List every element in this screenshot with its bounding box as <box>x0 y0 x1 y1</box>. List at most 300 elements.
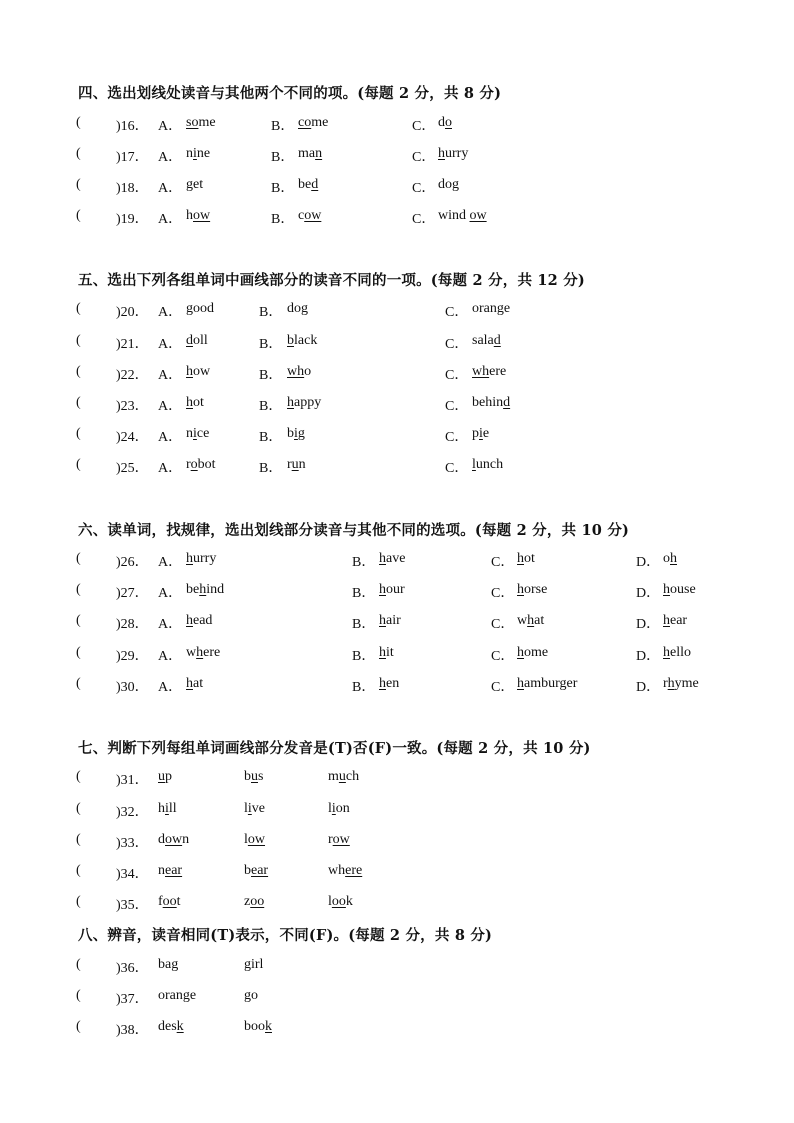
word-suffix: o <box>251 988 258 1003</box>
word-prefix: b <box>244 769 251 784</box>
word-prefix: m <box>328 769 339 784</box>
word-suffix: e <box>482 426 490 441</box>
word-prefix: be <box>298 177 312 192</box>
option-label: A． <box>158 337 183 352</box>
option-word <box>244 1019 272 1035</box>
option-label: A． <box>158 430 183 445</box>
option-word <box>438 177 459 193</box>
option-word <box>379 676 399 692</box>
option-label: B． <box>352 680 376 695</box>
option-label: B． <box>271 119 295 134</box>
underlined-letters: g <box>186 177 193 192</box>
underlined-letters: ow <box>247 832 266 847</box>
option-word <box>244 988 258 1004</box>
word-suffix: ot <box>193 395 204 410</box>
word-prefix: o <box>663 551 670 566</box>
option-word <box>472 426 489 442</box>
question-number: )38． <box>116 1023 149 1038</box>
word-prefix: be <box>186 582 200 597</box>
option-word <box>287 301 308 317</box>
word-suffix: n <box>182 832 190 847</box>
option-label: B． <box>259 305 283 320</box>
underlined-letters: h <box>186 364 193 379</box>
underlined-letters: h <box>379 551 386 566</box>
answer-blank[interactable]: ( <box>76 645 81 660</box>
option-label: B． <box>352 555 376 570</box>
underlined-letters: h <box>186 395 193 410</box>
underlined-letters: ow <box>193 208 211 223</box>
option-word <box>186 551 216 567</box>
option-word <box>472 333 501 349</box>
answer-blank[interactable]: ( <box>76 769 81 784</box>
question-number: )25． <box>116 461 149 476</box>
option-word <box>517 613 544 629</box>
option-word <box>158 988 196 1004</box>
word-suffix: irl <box>251 957 264 972</box>
answer-blank[interactable]: ( <box>76 333 81 348</box>
option-word <box>244 894 264 910</box>
underlined-letters: ow <box>165 832 183 847</box>
option-label: C． <box>491 586 515 601</box>
option-word <box>379 582 405 598</box>
option-label: C． <box>412 119 436 134</box>
word-prefix: h <box>186 208 193 223</box>
option-word <box>517 645 548 661</box>
question-number: )16． <box>116 119 149 134</box>
underlined-letters: h <box>196 645 204 660</box>
option-word <box>438 208 487 224</box>
option-label: A． <box>158 181 183 196</box>
underlined-letters: h <box>517 676 524 691</box>
answer-blank[interactable]: ( <box>76 1019 81 1034</box>
question-number: )23． <box>116 399 149 414</box>
underlined-letters: h <box>517 582 524 597</box>
underlined-letters: i <box>479 426 483 441</box>
underlined-letters: h <box>663 582 670 597</box>
option-label: A． <box>158 305 183 320</box>
option-word <box>328 769 359 785</box>
answer-blank[interactable]: ( <box>76 395 81 410</box>
word-suffix: t <box>176 894 181 909</box>
underlined-letters: h <box>186 551 193 566</box>
option-word <box>186 645 220 661</box>
word-suffix: ow <box>193 364 211 379</box>
question-number: )22． <box>116 368 149 383</box>
word-suffix: lack <box>294 333 318 348</box>
question-number: )35． <box>116 898 149 913</box>
option-word <box>472 364 506 380</box>
question-row <box>0 146 794 166</box>
underlined-letters: g <box>452 177 459 192</box>
option-label: A． <box>158 649 183 664</box>
underlined-letters: u <box>291 457 299 472</box>
underlined-letters: k <box>176 1019 184 1034</box>
section-heading: 五、选出下列各组单词中画线部分的读音不同的一项。(每题 2 分，共 12 分) <box>78 272 585 289</box>
word-prefix: l <box>328 801 332 816</box>
question-row <box>0 863 794 883</box>
question-number: )28． <box>116 617 149 632</box>
option-label: A． <box>158 212 183 227</box>
word-suffix: ere <box>489 364 507 379</box>
option-label: D． <box>636 617 661 632</box>
option-word <box>287 426 305 442</box>
word-suffix: e <box>189 988 197 1003</box>
underlined-letters: h <box>663 645 670 660</box>
answer-blank[interactable]: ( <box>76 801 81 816</box>
word-prefix: oran <box>158 988 183 1003</box>
option-word <box>517 582 547 598</box>
question-number: )26． <box>116 555 149 570</box>
option-label: D． <box>636 555 661 570</box>
word-prefix: c <box>298 208 305 223</box>
question-number: )20． <box>116 305 149 320</box>
word-suffix: yme <box>674 676 699 691</box>
underlined-letters: ow <box>332 832 350 847</box>
option-word <box>158 801 177 817</box>
option-label: C． <box>445 337 469 352</box>
option-label: B． <box>259 461 283 476</box>
word-prefix: behin <box>472 395 504 410</box>
word-suffix: ne <box>196 146 211 161</box>
option-word <box>379 613 401 629</box>
underlined-letters: i <box>193 146 197 161</box>
question-row <box>0 333 794 353</box>
option-word <box>158 894 181 910</box>
word-suffix: p <box>165 769 172 784</box>
option-label: D． <box>636 680 661 695</box>
underlined-letters: h <box>517 551 524 566</box>
question-row <box>0 988 794 1008</box>
word-prefix: w <box>517 613 528 628</box>
option-label: A． <box>158 150 183 165</box>
section-heading: 七、判断下列每组单词画线部分发音是(T)否(F)一致。(每题 2 分，共 10 分) <box>78 740 591 757</box>
option-label: B． <box>271 181 295 196</box>
answer-blank[interactable]: ( <box>76 863 81 878</box>
question-number: )29． <box>116 649 149 664</box>
option-word <box>438 146 468 162</box>
question-number: )17． <box>116 150 149 165</box>
question-number: )21． <box>116 337 149 352</box>
option-word <box>663 582 696 598</box>
option-label: C． <box>445 399 469 414</box>
option-label: C． <box>445 430 469 445</box>
underlined-letters: h <box>438 146 445 161</box>
underlined-letters: i <box>294 426 298 441</box>
word-prefix: b <box>244 863 251 878</box>
underlined-letters: oo <box>162 894 177 909</box>
word-suffix: on <box>335 801 350 816</box>
option-label: D． <box>636 649 661 664</box>
option-word <box>158 863 182 879</box>
word-prefix: r <box>287 457 292 472</box>
underlined-letters: so <box>186 115 199 130</box>
option-word <box>298 177 318 193</box>
option-word <box>186 426 209 442</box>
answer-blank[interactable]: ( <box>76 676 81 691</box>
word-prefix: des <box>158 1019 177 1034</box>
option-word <box>663 551 677 567</box>
option-label: C． <box>412 212 436 227</box>
answer-blank[interactable]: ( <box>76 364 81 379</box>
option-label: A． <box>158 368 183 383</box>
section-heading: 六、读单词，找规律，选出划线部分读音与其他不同的选项。(每题 2 分，共 10 分) <box>78 522 630 539</box>
option-word <box>244 801 265 817</box>
word-suffix: ome <box>524 645 549 660</box>
option-word <box>186 301 214 317</box>
question-row <box>0 208 794 228</box>
answer-blank[interactable]: ( <box>76 426 81 441</box>
underlined-letters: h <box>379 613 386 628</box>
option-word <box>244 832 265 848</box>
word-suffix: ood <box>193 301 214 316</box>
word-suffix: ce <box>196 426 210 441</box>
answer-blank[interactable]: ( <box>76 832 81 847</box>
underlined-letters: g <box>182 988 190 1003</box>
option-label: A． <box>158 586 183 601</box>
question-row <box>0 301 794 321</box>
option-word <box>244 863 268 879</box>
question-row <box>0 801 794 821</box>
option-word <box>186 457 216 473</box>
underlined-letters: d <box>503 395 511 410</box>
underlined-letters: wh <box>472 364 490 379</box>
word-prefix: d <box>158 832 165 847</box>
answer-blank[interactable]: ( <box>76 177 81 192</box>
question-row <box>0 613 794 633</box>
option-word <box>328 832 350 848</box>
question-number: )37． <box>116 992 149 1007</box>
underlined-letters: oo <box>250 894 265 909</box>
word-suffix: unch <box>475 457 504 472</box>
word-prefix: ma <box>298 146 316 161</box>
option-word <box>517 551 535 567</box>
word-prefix: r <box>663 676 668 691</box>
underlined-letters: i <box>165 801 169 816</box>
word-suffix: ear <box>670 613 688 628</box>
word-suffix: our <box>386 582 405 597</box>
option-word <box>472 395 510 411</box>
underlined-letters: h <box>287 395 294 410</box>
word-suffix: ind <box>206 582 225 597</box>
word-suffix: me <box>198 115 216 130</box>
word-suffix: ch <box>345 769 360 784</box>
underlined-letters: h <box>379 582 386 597</box>
underlined-letters: ow <box>304 208 322 223</box>
underlined-letters: g <box>171 957 179 972</box>
word-prefix: l <box>328 894 332 909</box>
option-label: B． <box>271 150 295 165</box>
answer-blank[interactable]: ( <box>76 208 81 223</box>
option-label: C． <box>445 305 469 320</box>
question-row <box>0 894 794 914</box>
answer-blank[interactable]: ( <box>76 957 81 972</box>
option-word <box>298 146 322 162</box>
option-label: B． <box>352 649 376 664</box>
word-suffix: amburger <box>524 676 578 691</box>
option-label: C． <box>491 617 515 632</box>
word-suffix: ve <box>251 801 265 816</box>
word-suffix: urry <box>445 146 469 161</box>
option-label: C． <box>491 555 515 570</box>
underlined-letters: co <box>298 115 312 130</box>
option-word <box>186 364 210 380</box>
option-word <box>298 115 328 131</box>
question-row <box>0 832 794 852</box>
question-row <box>0 426 794 446</box>
answer-blank[interactable]: ( <box>76 115 81 130</box>
option-label: C． <box>412 150 436 165</box>
answer-blank[interactable]: ( <box>76 613 81 628</box>
option-word <box>244 769 263 785</box>
underlined-letters: ear <box>165 863 183 878</box>
underlined-letters: d <box>311 177 319 192</box>
option-label: B． <box>271 212 295 227</box>
underlined-letters: i <box>247 801 252 816</box>
underlined-letters: u <box>251 769 258 784</box>
answer-blank[interactable]: ( <box>76 988 81 1003</box>
answer-blank[interactable]: ( <box>76 551 81 566</box>
question-number: )32． <box>116 805 149 820</box>
word-prefix: boo <box>244 1019 265 1034</box>
underlined-letters: h <box>379 645 386 660</box>
word-suffix: bot <box>197 457 216 472</box>
word-suffix: me <box>311 115 329 130</box>
option-word <box>438 115 452 131</box>
word-prefix: n <box>186 426 193 441</box>
answer-blank[interactable]: ( <box>76 457 81 472</box>
underlined-letters: i <box>331 801 336 816</box>
underlined-letters: g <box>496 301 504 316</box>
question-row <box>0 645 794 665</box>
underlined-letters: d <box>186 333 193 348</box>
question-number: )24． <box>116 430 149 445</box>
section-heading: 八、辨音，读音相同(T)表示，不同(F)。(每题 2 分，共 8 分) <box>78 927 493 944</box>
option-word <box>663 676 699 692</box>
option-word <box>186 146 210 162</box>
underlined-letters: k <box>265 1019 272 1034</box>
option-word <box>287 457 306 473</box>
underlined-letters: h <box>670 551 677 566</box>
word-suffix: g <box>297 426 305 441</box>
option-word <box>287 333 317 349</box>
option-word <box>663 645 691 661</box>
option-label: B． <box>259 399 283 414</box>
question-number: )33． <box>116 836 149 851</box>
option-word <box>287 364 311 380</box>
option-word <box>186 582 224 598</box>
word-prefix: sala <box>472 333 494 348</box>
underlined-letters: g <box>244 957 251 972</box>
underlined-letters: l <box>472 457 476 472</box>
option-word <box>158 1019 184 1035</box>
answer-blank[interactable]: ( <box>76 582 81 597</box>
underlined-letters: u <box>158 769 165 784</box>
word-suffix: appy <box>294 395 322 410</box>
word-suffix: ave <box>386 551 406 566</box>
question-row <box>0 957 794 977</box>
word-suffix: urry <box>193 551 217 566</box>
underlined-letters: g <box>244 988 251 1003</box>
question-number: )19． <box>116 212 149 227</box>
option-label: C． <box>445 461 469 476</box>
option-label: A． <box>158 461 183 476</box>
question-row <box>0 115 794 135</box>
option-label: D． <box>636 586 661 601</box>
underlined-letters: ow <box>469 208 487 223</box>
question-number: )30． <box>116 680 149 695</box>
option-word <box>663 613 687 629</box>
question-row <box>0 177 794 197</box>
option-label: B． <box>259 337 283 352</box>
underlined-letters: o <box>190 457 198 472</box>
question-row <box>0 769 794 789</box>
option-label: A． <box>158 617 183 632</box>
answer-blank[interactable]: ( <box>76 894 81 909</box>
underlined-letters: ere <box>345 863 363 878</box>
word-suffix: ot <box>524 551 535 566</box>
underlined-letters: oo <box>331 894 346 909</box>
option-label: B． <box>259 368 283 383</box>
answer-blank[interactable]: ( <box>76 146 81 161</box>
option-label: C． <box>491 649 515 664</box>
word-suffix: air <box>386 613 401 628</box>
underlined-letters: g <box>186 301 193 316</box>
option-label: C． <box>412 181 436 196</box>
option-word <box>328 894 353 910</box>
word-suffix: e <box>503 301 511 316</box>
option-label: B． <box>352 617 376 632</box>
option-word <box>328 863 362 879</box>
word-suffix: it <box>386 645 394 660</box>
word-suffix: ll <box>168 801 177 816</box>
word-prefix: n <box>186 146 193 161</box>
answer-blank[interactable]: ( <box>76 301 81 316</box>
underlined-letters: h <box>379 676 386 691</box>
question-row <box>0 364 794 384</box>
word-prefix: do <box>438 177 452 192</box>
option-label: A． <box>158 680 183 695</box>
option-label: B． <box>352 586 376 601</box>
word-prefix: do <box>287 301 301 316</box>
word-suffix: orse <box>524 582 548 597</box>
option-word <box>379 645 394 661</box>
word-suffix: et <box>193 177 204 192</box>
word-prefix: l <box>244 832 248 847</box>
option-word <box>158 957 178 973</box>
underlined-letters: h <box>199 582 207 597</box>
option-word <box>186 177 203 193</box>
underlined-letters: i <box>193 426 197 441</box>
word-prefix: r <box>186 457 191 472</box>
option-word <box>158 769 172 785</box>
question-number: )36． <box>116 961 149 976</box>
option-word <box>298 208 321 224</box>
option-label: A． <box>158 555 183 570</box>
question-number: )31． <box>116 773 149 788</box>
underlined-letters: wh <box>287 364 305 379</box>
underlined-letters: h <box>517 645 524 660</box>
word-prefix: z <box>244 894 251 909</box>
option-word <box>472 457 503 473</box>
option-word <box>186 333 208 349</box>
question-number: )34． <box>116 867 149 882</box>
option-label: C． <box>491 680 515 695</box>
section-heading: 四、选出划线处读音与其他两个不同的项。(每题 2 分，共 8 分) <box>78 85 502 102</box>
option-word <box>186 115 216 131</box>
word-suffix: ello <box>670 645 691 660</box>
underlined-letters: o <box>445 115 452 130</box>
word-suffix: ouse <box>670 582 696 597</box>
